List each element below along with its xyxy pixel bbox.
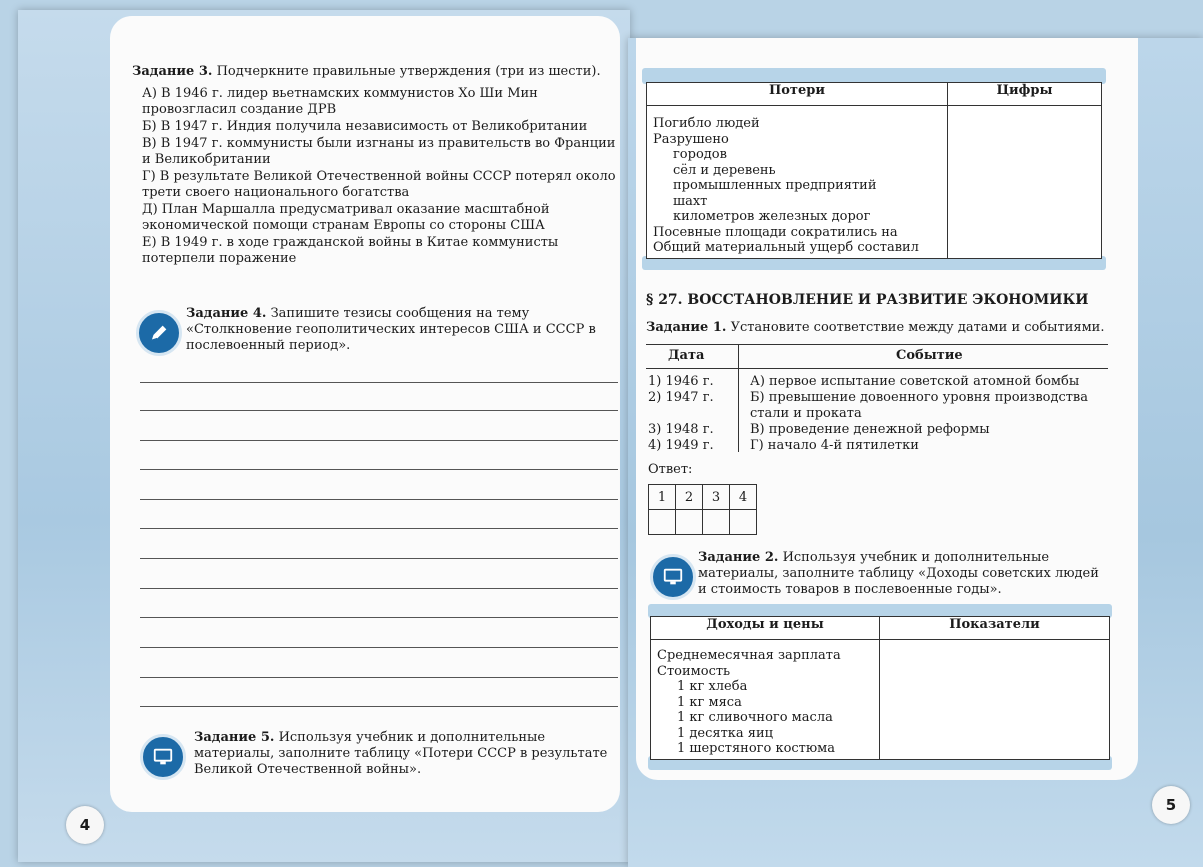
income-row: 1 кг мяса (677, 694, 742, 710)
task3-item: Б) В 1947 г. Индия получила независимость от Великобритании (142, 119, 588, 134)
losses-row: сёл и деревень (673, 162, 776, 178)
date-item: 3) 1948 г. (648, 422, 714, 437)
task3-instruction: Подчеркните правильные утверждения (три из шести). (216, 64, 601, 79)
writing-line[interactable] (140, 528, 618, 529)
income-row: 1 кг хлеба (677, 679, 748, 694)
income-header: Доходы и цены (651, 617, 880, 640)
writing-line[interactable] (140, 677, 618, 678)
losses-row: километров железных дорог (673, 209, 871, 224)
task4-block (186, 306, 616, 354)
losses-row: шахт (673, 193, 708, 209)
answer-col-label: 3 (703, 485, 730, 510)
writing-line[interactable] (140, 382, 618, 383)
task4-text: Запишите тезисы сообщения на тему «Столкновение геополитических интересов США и СССР в послевоенный период». (186, 306, 596, 353)
income-row: Стоимость (657, 663, 731, 679)
task5-title: Задание 5. (194, 730, 275, 745)
monitor-icon (650, 554, 696, 600)
answer-cell[interactable] (730, 510, 757, 535)
income-row: 1 десятка яиц (677, 725, 774, 741)
event-item: В) проведение денежной реформы (750, 422, 990, 437)
writing-line[interactable] (140, 440, 618, 441)
task3-title: Задание 3. (132, 64, 213, 79)
losses-row: промышленных предприятий (673, 178, 877, 193)
answer-col-label: 2 (676, 485, 703, 510)
task5-block (194, 730, 622, 778)
answer-cell[interactable] (703, 510, 730, 535)
writing-line[interactable] (140, 469, 618, 470)
income-values-cell[interactable] (880, 640, 1110, 760)
task3-heading (132, 64, 622, 80)
losses-header: Потери (647, 83, 948, 106)
match-table-top-rule (646, 344, 1108, 345)
task5-text: Используя учебник и дополнительные материалы, заполните таблицу «Потери СССР в результате Великой Отечественной войны». (194, 730, 608, 777)
income-row: Среднемесячная зарплата (657, 648, 841, 663)
income-row: 1 кг сливочного масла (677, 710, 833, 725)
writing-line[interactable] (140, 706, 618, 707)
answer-col-label: 1 (649, 485, 676, 510)
task2-title: Задание 2. (698, 550, 779, 565)
task3-item: В) В 1947 г. коммунисты были изгнаны из правительств во Франции и Великобритании (142, 136, 616, 167)
writing-line[interactable] (140, 647, 618, 648)
task1-heading (646, 320, 1108, 336)
income-row: 1 шерстяного костюма (677, 741, 836, 756)
monitor-icon (140, 734, 186, 780)
income-header: Показатели (880, 617, 1110, 640)
losses-header: Цифры (948, 83, 1102, 106)
task3-item: А) В 1946 г. лидер вьетнамских коммунистов Хо Ши Мин провозгласил создание ДРВ (142, 86, 538, 117)
answer-col-label: 4 (730, 485, 757, 510)
match-table-header-rule (646, 368, 1108, 369)
event-item: Б) превышение довоенного уровня производства стали и проката (750, 390, 1089, 421)
losses-rows-cell (647, 106, 948, 259)
events-column (750, 374, 1110, 454)
task4-title: Задание 4. (186, 306, 267, 321)
task3-item: Г) В результате Великой Отечественной войны СССР потерял около трети своего национального богатства (142, 169, 616, 200)
event-item: Г) начало 4-й пятилетки (750, 438, 919, 453)
answer-cell[interactable] (649, 510, 676, 535)
losses-row: Разрушено (653, 131, 729, 147)
date-item: 1) 1946 г. (648, 374, 714, 389)
losses-row: Общий материальный ущерб составил (653, 240, 919, 255)
income-table (650, 616, 1110, 760)
match-header-event: Событие (896, 348, 963, 363)
income-rows-cell (651, 640, 880, 760)
losses-figures-cell[interactable] (948, 106, 1102, 259)
losses-row: городов (673, 147, 727, 162)
match-table-divider (738, 344, 739, 452)
losses-row: Посевные площади сократились на (653, 224, 898, 240)
writing-line[interactable] (140, 410, 618, 411)
section-title: § 27. ВОССТАНОВЛЕНИЕ И РАЗВИТИЕ ЭКОНОМИКИ (646, 292, 1089, 308)
dates-column (648, 374, 736, 454)
match-header-date: Дата (668, 348, 705, 363)
page-number-left: 4 (66, 806, 104, 844)
page-number-right: 5 (1152, 786, 1190, 824)
event-item: А) первое испытание советской атомной бомбы (750, 374, 1080, 389)
writing-line[interactable] (140, 499, 618, 500)
writing-line[interactable] (140, 558, 618, 559)
losses-table (646, 82, 1102, 259)
task3-item: Е) В 1949 г. в ходе гражданской войны в Китае коммунисты потерпели поражение (142, 235, 559, 266)
task2-text: Используя учебник и дополнительные материалы, заполните таблицу «Доходы советских людей и стоимость товаров в послевоенные годы». (698, 550, 1099, 597)
writing-line[interactable] (140, 588, 618, 589)
losses-row: Погибло людей (653, 116, 760, 131)
task1-title: Задание 1. (646, 320, 727, 335)
answer-label: Ответ: (648, 462, 693, 477)
task3-list (142, 86, 618, 267)
writing-line[interactable] (140, 617, 618, 618)
date-item: 2) 1947 г. (648, 390, 714, 405)
answer-cell[interactable] (676, 510, 703, 535)
task1-text: Установите соответствие между датами и событиями. (730, 320, 1105, 335)
task3-item: Д) План Маршалла предусматривал оказание масштабной экономической помощи странам Европы со стороны США (142, 202, 550, 233)
task2-block (698, 550, 1110, 598)
date-item: 4) 1949 г. (648, 438, 714, 453)
pen-icon (136, 310, 182, 356)
answer-grid (648, 484, 757, 535)
